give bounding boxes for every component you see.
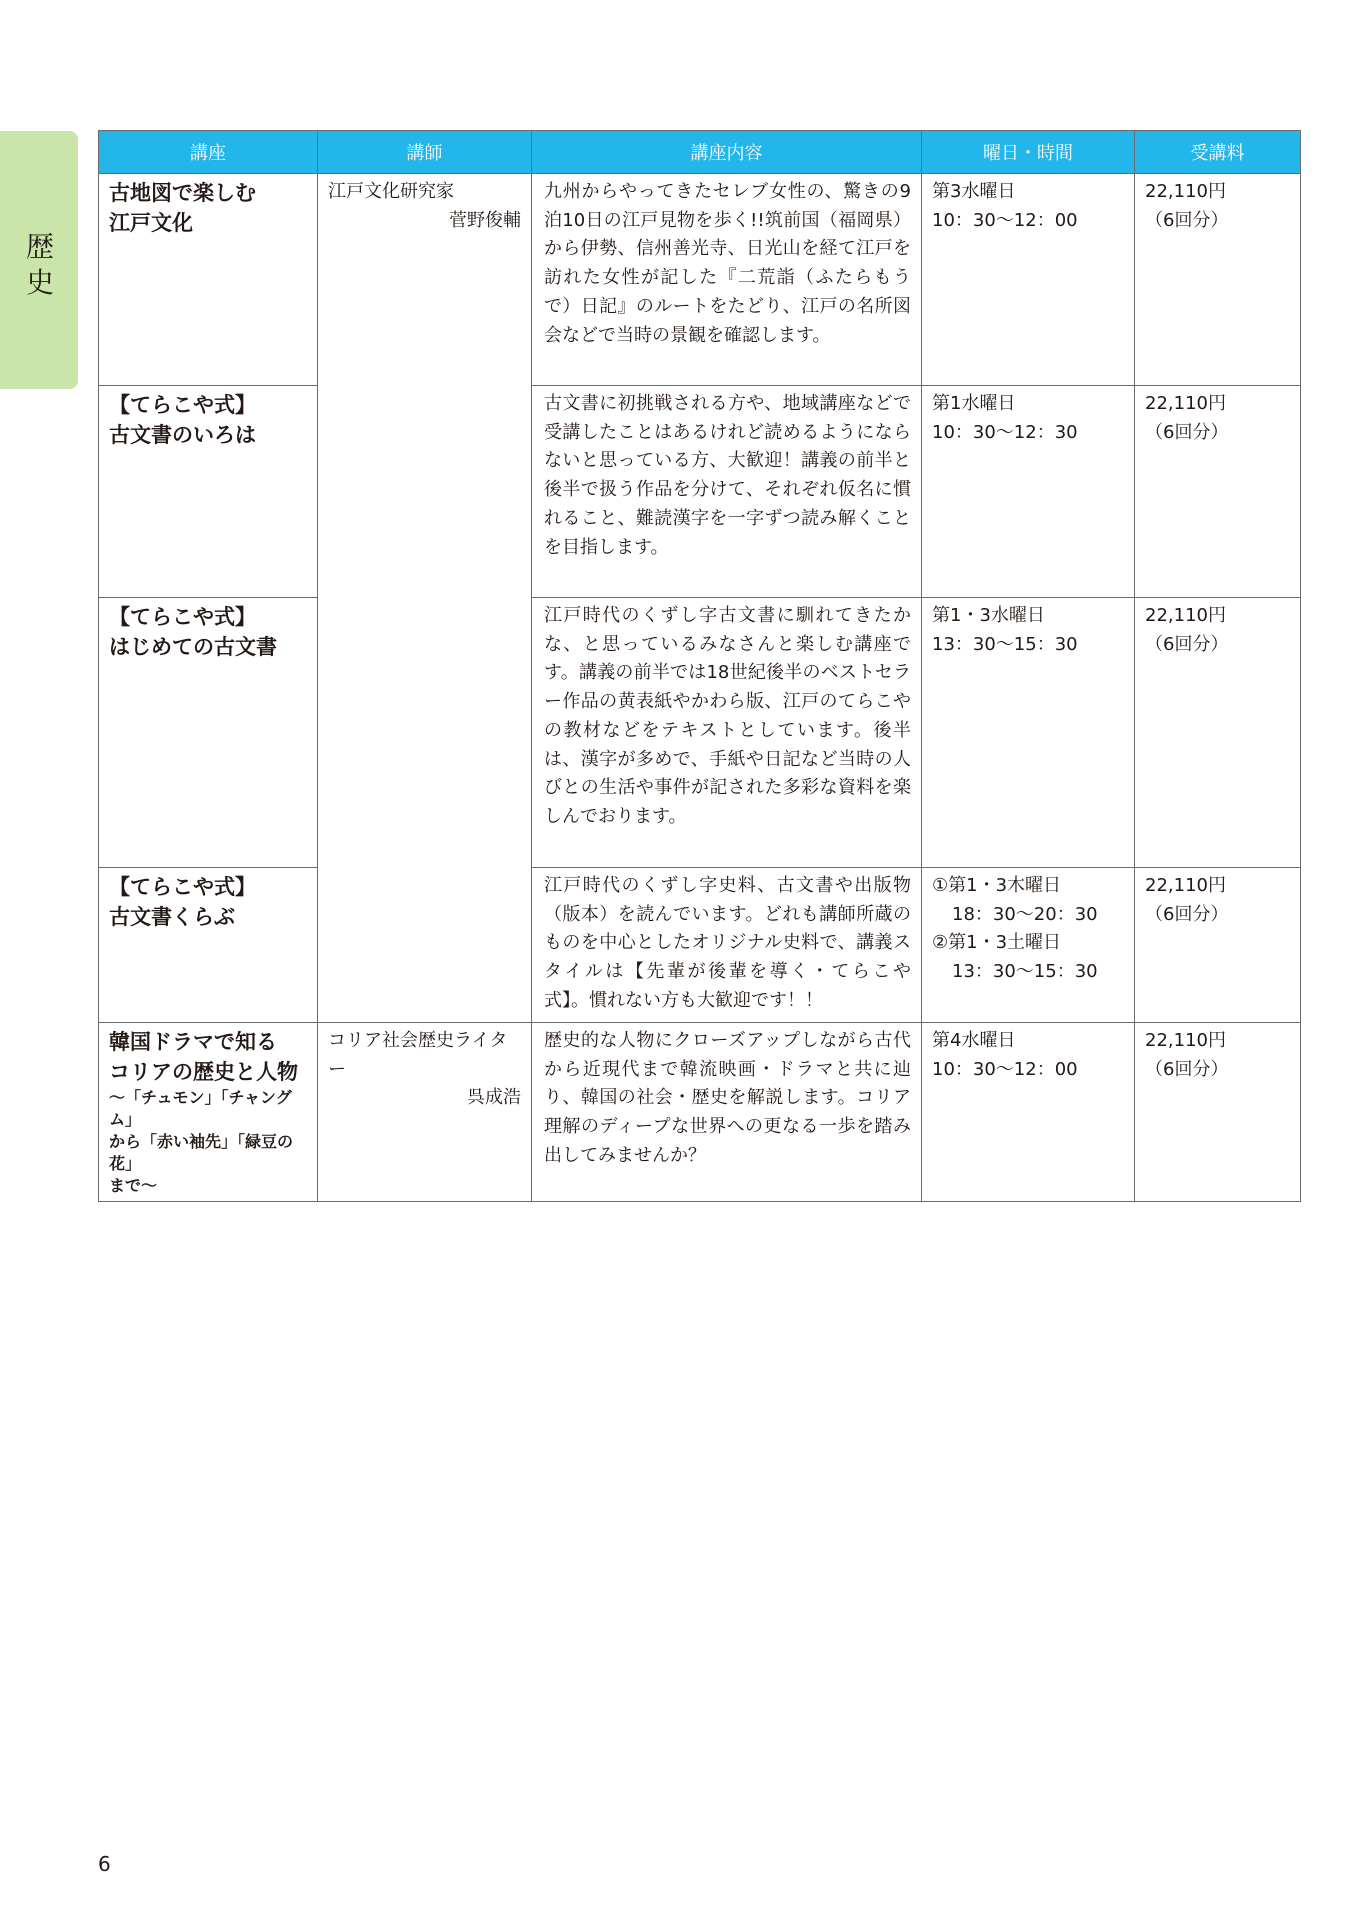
header-content: 講座内容 [532, 131, 922, 174]
schedule-time: 13：30〜15：30 [952, 961, 1098, 983]
fee-sessions: （6回分） [1145, 1058, 1229, 1080]
header-teacher: 講師 [318, 131, 532, 174]
schedule-time: 10：30〜12：00 [932, 209, 1078, 231]
course-title [99, 386, 318, 598]
fee-sessions: （6回分） [1145, 633, 1229, 655]
course-description: 歴史的な人物にクローズアップしながら古代から近現代まで韓流映画・ドラマと共に辿り、韓国の社会・歴史を解説します。コリア理解のディープな世界への更なる一歩を踏み出してみませんか？ [532, 1023, 922, 1202]
schedule-day: 第4水曜日 [932, 1030, 1016, 1051]
schedule-time: 18：30〜20：30 [952, 903, 1098, 925]
course-fee [1135, 174, 1301, 386]
teacher-name: 呉成浩 [467, 1087, 521, 1109]
header-schedule: 曜日・時間 [922, 131, 1135, 174]
course-schedule [922, 868, 1135, 1023]
course-title [99, 1023, 318, 1202]
course-description: 江戸時代のくずし字古文書に馴れてきたかな、と思っているみなさんと楽しむ講座です。講義の前半では18世紀後半のベストセラー作品の黄表紙やかわら版、江戸のてらこやの教材などをテキストとしています。後半は、漢字が多めで、手紙や日記など当時の人びとの生活や事件が記された多彩な資料を楽しんでおります。 [532, 598, 922, 868]
course-description: 九州からやってきたセレブ女性の、驚きの9泊10日の江戸見物を歩く!!筑前国（福岡県）から伊勢、信州善光寺、日光山を経て江戸を訪れた女性が記した『二荒詣（ふたらもうで）日記』のルートをたどり、江戸の名所図会などで当時の景観を確認します。 [532, 174, 922, 386]
teacher-affiliation: コリア社会歴史ライター [328, 1030, 508, 1080]
course-description: 古文書に初挑戦される方や、地域講座などで受講したことはあるけれど読めるようにならないと思っている方、大歓迎！講義の前半と後半で扱う作品を分けて、それぞれ仮名に慣れること、難読漢字を一字ずつ読み解くことを目指します。 [532, 386, 922, 598]
table-row [99, 1023, 1301, 1202]
schedule-time: 10：30〜12：00 [932, 1058, 1078, 1080]
course-fee [1135, 1023, 1301, 1202]
header-fee: 受講料 [1135, 131, 1301, 174]
table-row [99, 174, 1301, 386]
course-title-line: 江戸文化 [109, 211, 193, 235]
course-title [99, 174, 318, 386]
course-title [99, 868, 318, 1023]
schedule-day: 第1水曜日 [932, 393, 1016, 414]
course-title-line: 韓国ドラマで知る [109, 1030, 277, 1054]
fee-sessions: （6回分） [1145, 903, 1229, 925]
schedule-day: 第3水曜日 [932, 181, 1016, 202]
fee-amount: 22,110円 [1145, 875, 1226, 896]
course-title [99, 598, 318, 868]
schedule-time: 10：30〜12：30 [932, 421, 1078, 443]
section-tab-label: 歴史 [25, 230, 54, 299]
fee-amount: 22,110円 [1145, 181, 1226, 202]
teacher-name: 菅野俊輔 [449, 209, 521, 231]
course-title-line: 古文書のいろは [109, 423, 256, 447]
course-title-line: 【てらこや式】 [109, 605, 256, 629]
table-row [99, 868, 1301, 1023]
fee-amount: 22,110円 [1145, 393, 1226, 414]
table-header-row [99, 131, 1301, 174]
fee-amount: 22,110円 [1145, 1030, 1226, 1051]
course-schedule [922, 1023, 1135, 1202]
course-title-line: コリアの歴史と人物 [109, 1060, 298, 1084]
course-fee [1135, 386, 1301, 598]
course-title-line: はじめての古文書 [109, 635, 277, 659]
teacher-cell [318, 1023, 532, 1202]
course-schedule [922, 386, 1135, 598]
course-description: 江戸時代のくずし字史料、古文書や出版物（版本）を読んでいます。どれも講師所蔵のものを中心としたオリジナル史料で、講義スタイルは【先輩が後輩を導く・てらこや式】。慣れない方も大歓迎です！！ [532, 868, 922, 1023]
schedule-time: 13：30〜15：30 [932, 633, 1078, 655]
course-title-line: 古文書くらぶ [109, 905, 235, 929]
course-schedule [922, 174, 1135, 386]
course-schedule [922, 598, 1135, 868]
schedule-day: 第1・3水曜日 [932, 605, 1045, 626]
table-row [99, 598, 1301, 868]
fee-sessions: （6回分） [1145, 421, 1229, 443]
table-row [99, 386, 1301, 598]
header-course: 講座 [99, 131, 318, 174]
schedule-day: ①第1・3木曜日 [932, 875, 1062, 896]
section-tab-history [0, 131, 78, 389]
course-fee [1135, 868, 1301, 1023]
course-subtitle-line: まで〜 [109, 1176, 158, 1195]
page-number: 6 [98, 1852, 111, 1876]
teacher-cell [318, 174, 532, 1023]
course-title-line: 【てらこや式】 [109, 393, 256, 417]
course-subtitle-line: 〜「チュモン」「チャングム」 [109, 1088, 292, 1129]
teacher-affiliation: 江戸文化研究家 [328, 181, 454, 202]
fee-sessions: （6回分） [1145, 209, 1229, 231]
fee-amount: 22,110円 [1145, 605, 1226, 626]
course-subtitle-line: から「赤い袖先」「緑豆の花」 [109, 1132, 294, 1173]
course-title-line: 【てらこや式】 [109, 875, 256, 899]
course-fee [1135, 598, 1301, 868]
course-title-line: 古地図で楽しむ [109, 181, 256, 205]
course-table [98, 130, 1301, 1202]
schedule-day: ②第1・3土曜日 [932, 932, 1062, 954]
